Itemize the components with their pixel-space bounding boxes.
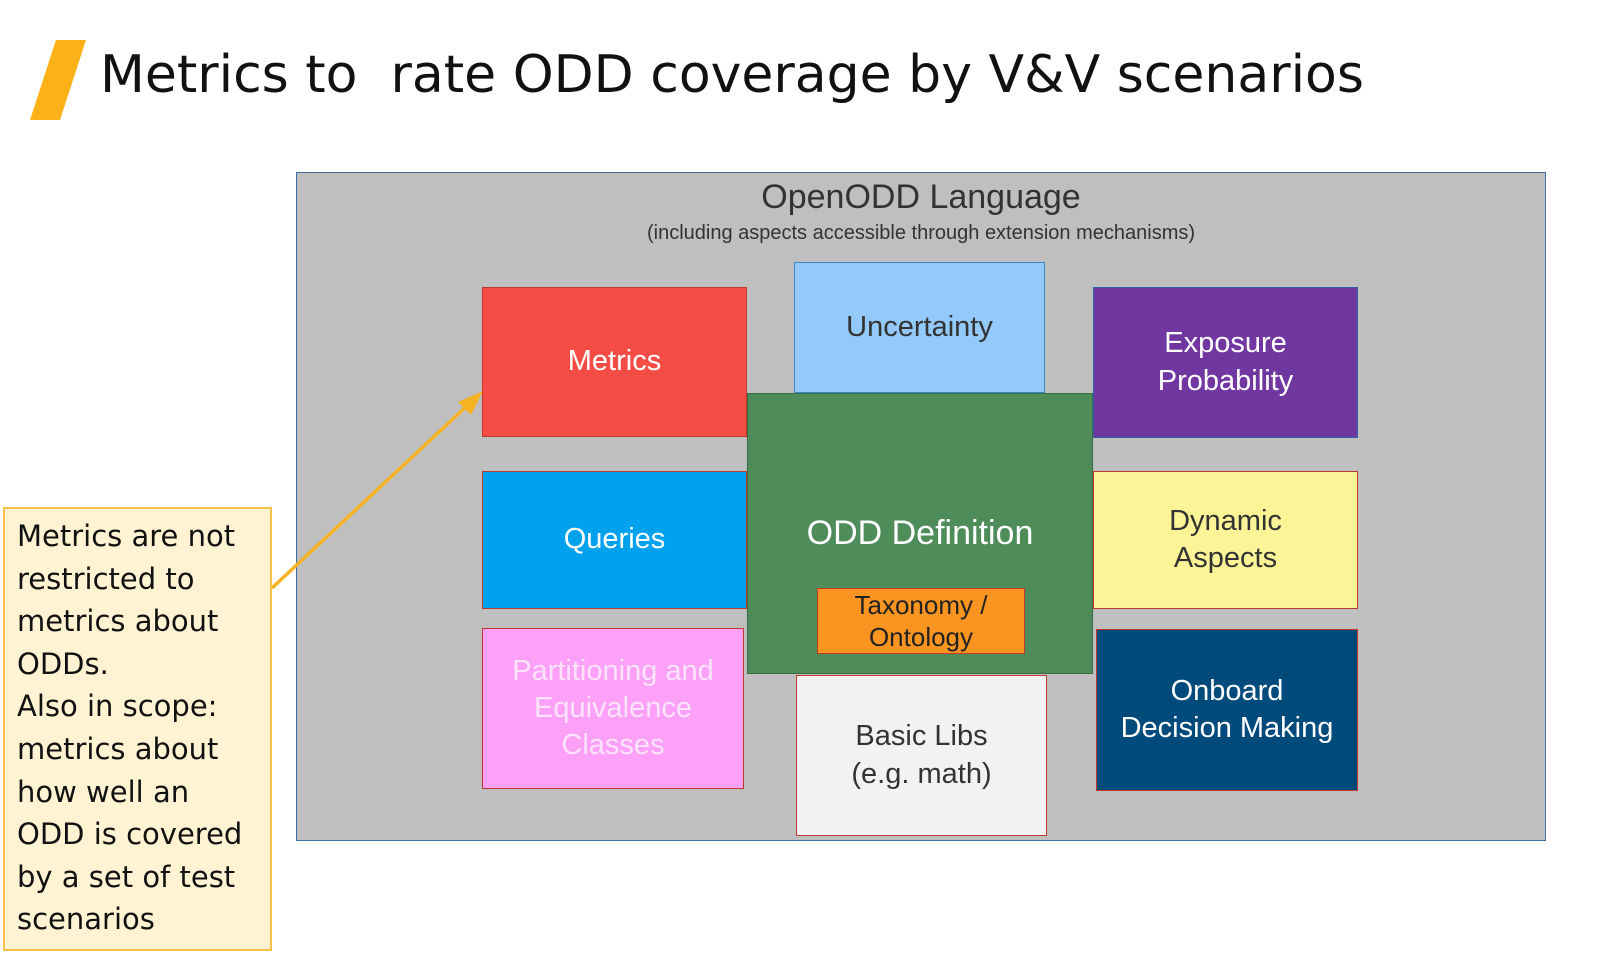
slide-title: Metrics to rate ODD coverage by V&V scenarios [100,45,1364,105]
queries-box: Queries [482,471,747,609]
metrics-box: Metrics [482,287,747,437]
uncertainty-box: Uncertainty [794,262,1045,393]
panel-title: OpenODD Language [761,178,1081,216]
title-accent-bar [30,40,86,120]
callout-note: Metrics are not restricted to metrics about ODDs. Also in scope: metrics about how well an ODD is covered by a set of test scenarios [3,507,272,951]
taxonomy-ontology-box: Taxonomy / Ontology [817,588,1025,654]
exposure-probability-box: Exposure Probability [1093,287,1358,438]
dynamic-aspects-box: Dynamic Aspects [1093,471,1358,609]
onboard-decision-box: Onboard Decision Making [1096,629,1358,791]
odd-definition-box: ODD Definition [747,393,1093,674]
panel-subtitle: (including aspects accessible through extension mechanisms) [646,222,1196,244]
basic-libs-box: Basic Libs (e.g. math) [796,675,1047,836]
partitioning-box: Partitioning and Equivalence Classes [482,628,744,789]
